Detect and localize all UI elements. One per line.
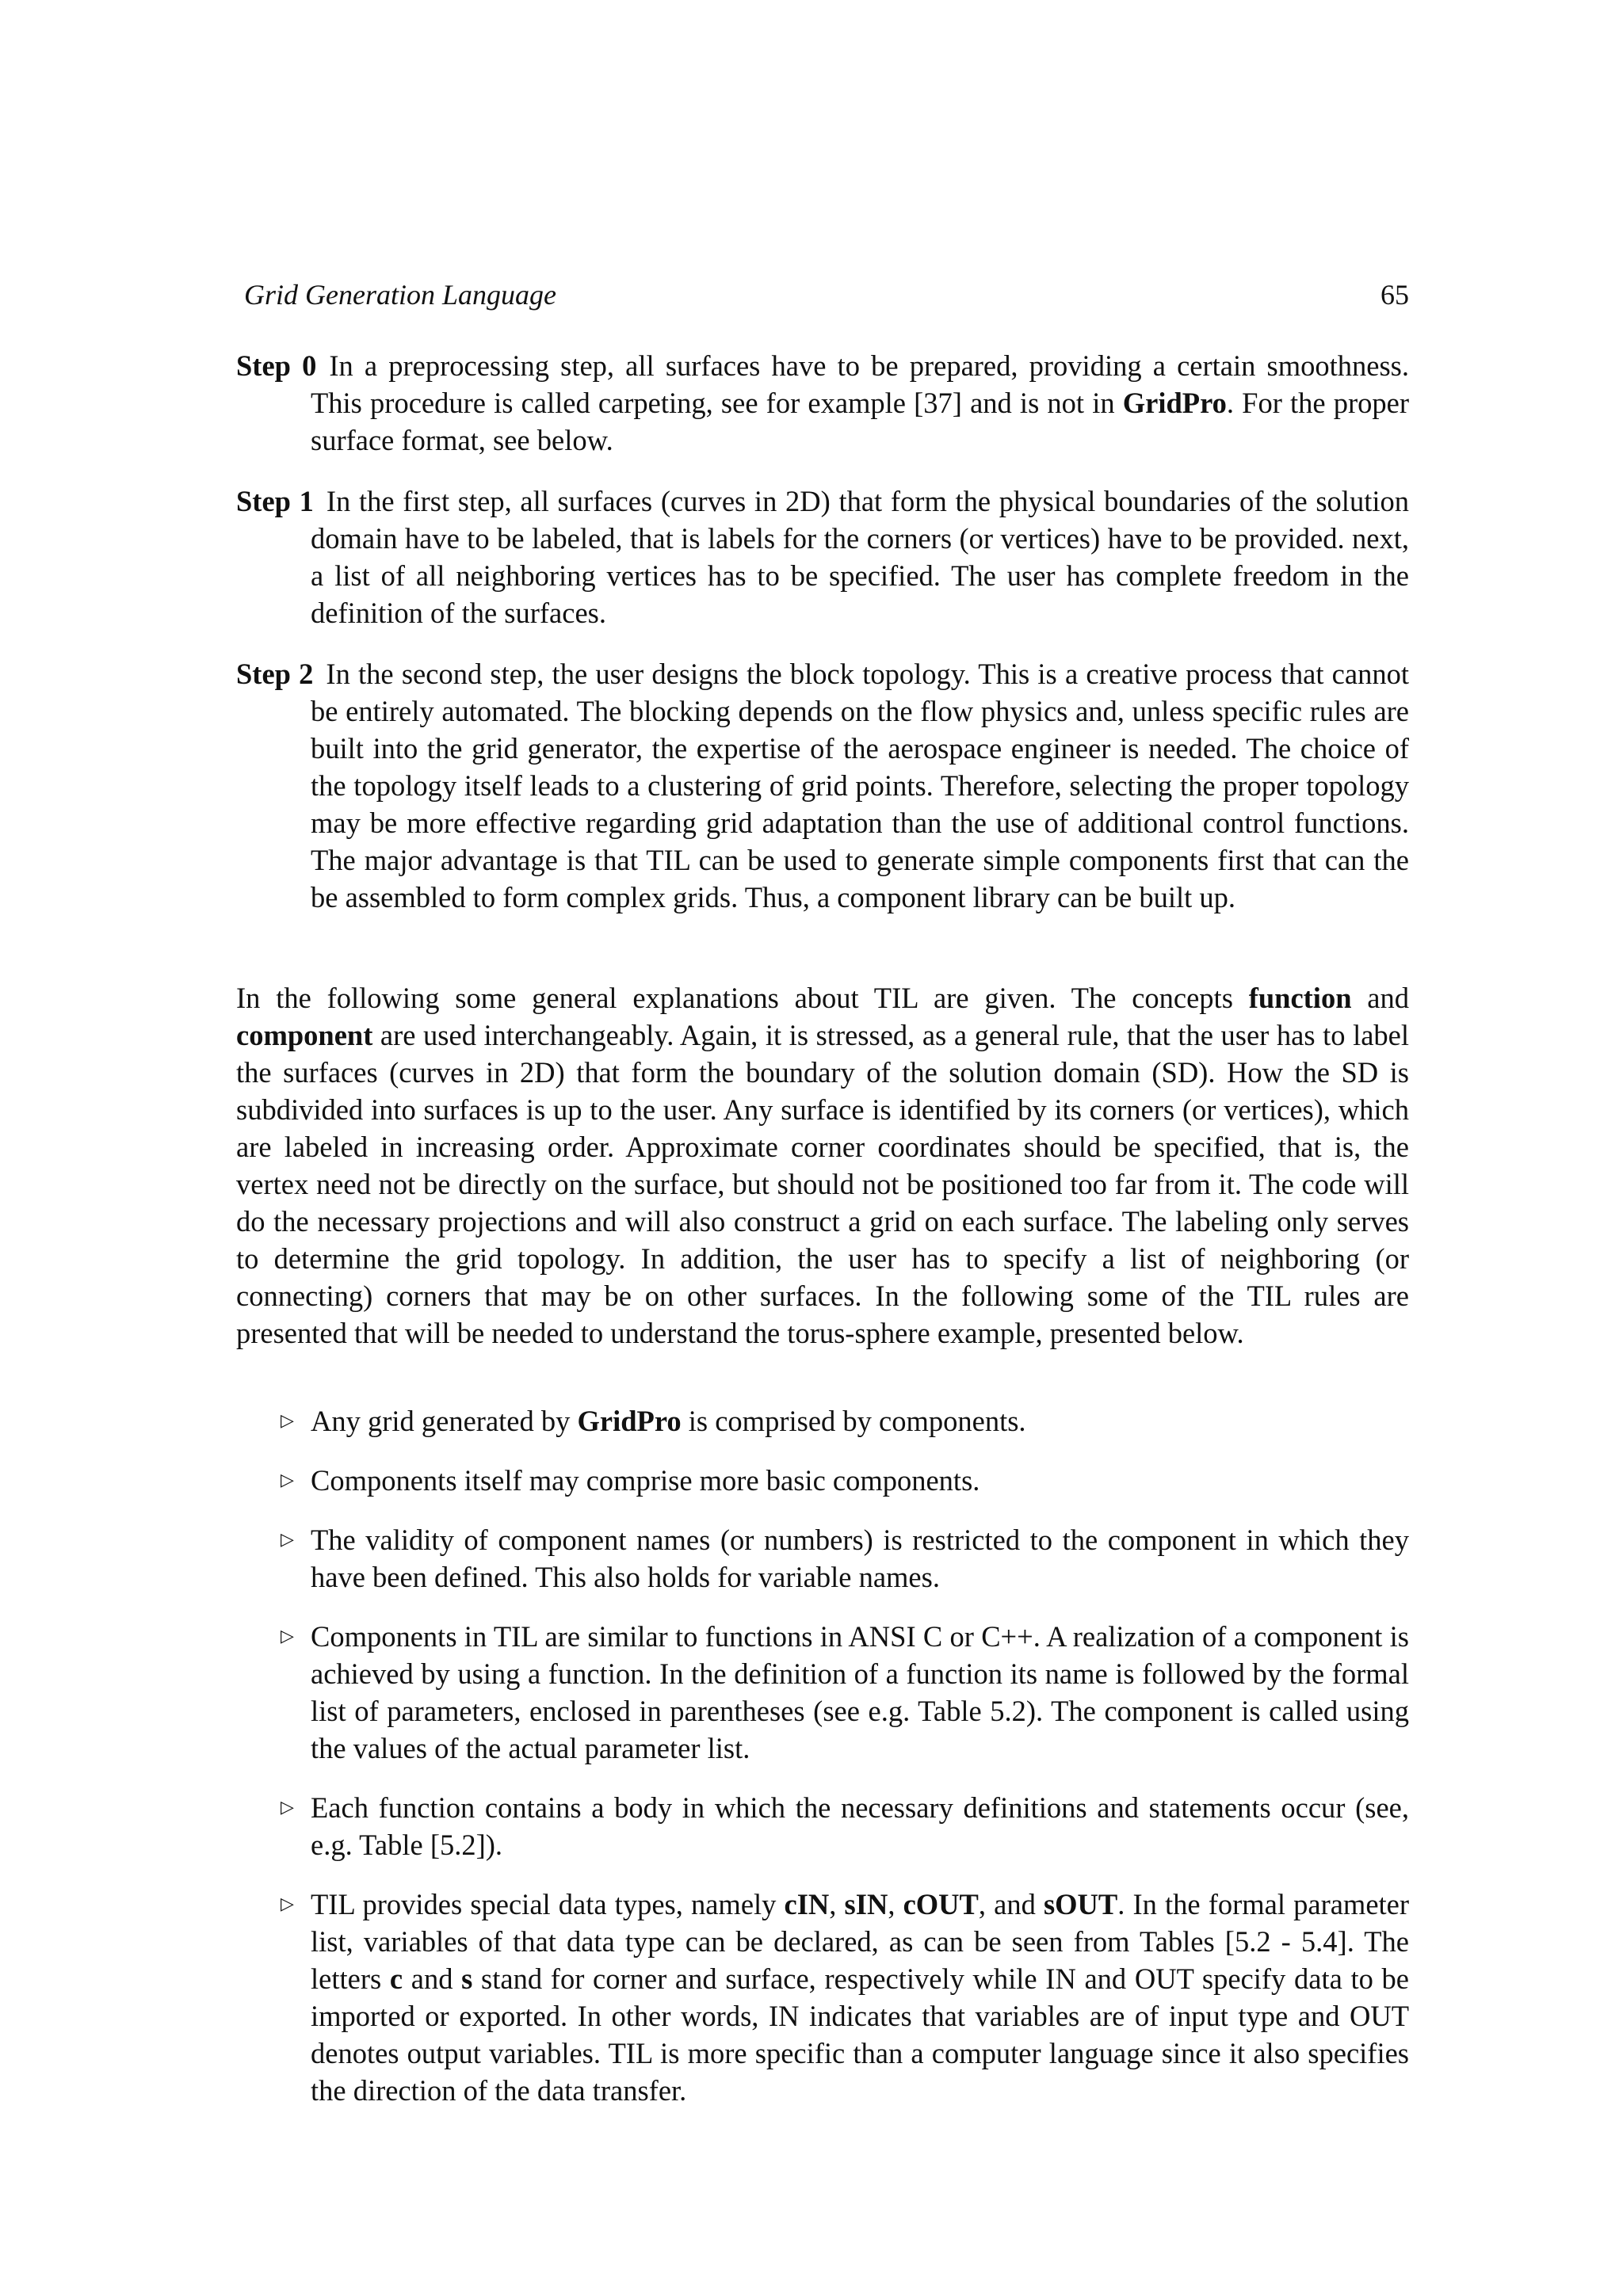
list-item-text: , (829, 1888, 845, 1920)
step-text: In a preprocessing step, all surfaces have to be prepared, providing a certain smoothness. This procedure is called carpeting, see for example [37] and is not in (311, 349, 1409, 419)
triangle-bullet-icon: ▷ (281, 1470, 294, 1490)
list-item-text: . In the formal parameter list, variables of that data type can be declared, as can be seen from Tables [5.2 - 5.4]. The letters (311, 1888, 1410, 1995)
list-item-text: The validity of component names (or numbers) is restricted to the component in which they have been defined. This also holds for variable names. (311, 1524, 1409, 1593)
step-label: Step 2 (236, 658, 314, 690)
triangle-bullet-icon: ▷ (281, 1798, 294, 1817)
triangle-bullet-icon: ▷ (281, 1627, 294, 1646)
paragraph-text: are used interchangeably. Again, it is stressed, as a general rule, that the user has to label the surfaces (curves in 2D) that form the boundary of the solution domain (SD). How the SD is subdivided into surfaces is up to the user. Any surface is identified by its corners (or vertices), which are labeled in increasing order. Approximate corner coordinates should be specified, that is, the vertex need not be directly on the surface, but should not be positioned too far from it. The code will do the necessary projections and will also construct a grid on each surface. The labeling only serves to determine the grid topology. In addition, the user has to specify a list of neighboring (or connecting) corners that may be on other surfaces. In the following some of the TIL rules are presented that will be needed to understand the torus-sphere example, presented below. (236, 1019, 1409, 1349)
list-item-text: Components itself may comprise more basic components. (311, 1464, 980, 1497)
step-label: Step 1 (236, 485, 314, 517)
triangle-bullet-icon: ▷ (281, 1530, 294, 1550)
rules-list (236, 1402, 1409, 2109)
list-item (236, 1886, 1409, 2109)
bold-term: GridPro (577, 1405, 682, 1437)
list-item-text: Any grid generated by (311, 1405, 578, 1437)
bold-term: c (389, 1962, 403, 1995)
list-item-text: , (888, 1888, 903, 1920)
page-content (236, 277, 1409, 2131)
list-item-text: stand for corner and surface, respectively while IN and OUT specify data to be imported or exported. In other words, IN indicates that variables are of input type and OUT denotes output variables. TIL is more specific than a computer language since it also specifies the direction of the data transfer. (311, 1962, 1409, 2107)
step-0 (236, 347, 1409, 459)
bold-term: sOUT (1043, 1888, 1118, 1920)
paragraph-text: In the following some general explanations about TIL are given. The concepts (236, 982, 1249, 1014)
steps-list (236, 347, 1409, 916)
list-item-text: is comprised by components. (681, 1405, 1026, 1437)
bold-term: s (461, 1962, 473, 1995)
running-head-title: Grid Generation Language (244, 279, 556, 311)
list-item-text: Components in TIL are similar to functions in ANSI C or C++. A realization of a component is achieved by using a function. In the definition of a function its name is followed by the formal list of parameters, enclosed in parentheses (see e.g. Table 5.2). The component is called using the values of the actual parameter list. (311, 1620, 1409, 1764)
list-item-text: TIL provides special data types, namely (311, 1888, 785, 1920)
bold-term-function: function (1248, 982, 1352, 1014)
step-text: . For the proper surface format, see below. (311, 387, 1409, 456)
page-number: 65 (1381, 279, 1409, 311)
bold-term: cIN (784, 1888, 830, 1920)
step-text: In the first step, all surfaces (curves in 2D) that form the physical boundaries of the solution domain have to be labeled, that is labels for the corners (or vertices) have to be provided. next, a list of all neighboring vertices has to be specified. The user has complete freedom in the definition of the surfaces. (311, 485, 1409, 629)
list-item (236, 1618, 1409, 1767)
step-label: Step 0 (236, 349, 317, 382)
list-item-text: , and (978, 1888, 1044, 1920)
step-1 (236, 482, 1409, 631)
list-item-text: and (403, 1962, 462, 1995)
step-bold-term: GridPro (1122, 387, 1227, 419)
triangle-bullet-icon: ▷ (281, 1411, 294, 1431)
step-text: In the second step, the user designs the block topology. This is a creative process that cannot be entirely automated. The blocking depends on the flow physics and, unless specific rules are built into the grid generator, the expertise of the aerospace engineer is needed. The choice of the topology itself leads to a clustering of grid points. Therefore, selecting the proper topology may be more effective regarding grid adaptation than the use of additional control functions. The major advantage is that TIL can be used to generate simple components first that can the be assembled to form complex grids. Thus, a component library can be built up. (311, 658, 1409, 913)
body-paragraph (236, 979, 1409, 1352)
list-item (236, 1521, 1409, 1596)
paragraph-text: and (1351, 982, 1410, 1014)
step-2 (236, 655, 1409, 916)
list-item-text: Each function contains a body in which the necessary definitions and statements occur (see, e.g. Table [5.2]). (311, 1791, 1409, 1861)
bold-term: sIN (844, 1888, 888, 1920)
triangle-bullet-icon: ▷ (281, 1894, 294, 1914)
list-item (236, 1402, 1409, 1440)
list-item (236, 1462, 1409, 1499)
bold-term: cOUT (903, 1888, 979, 1920)
running-head (236, 277, 1409, 312)
list-item (236, 1789, 1409, 1863)
bold-term-component: component (236, 1019, 373, 1051)
